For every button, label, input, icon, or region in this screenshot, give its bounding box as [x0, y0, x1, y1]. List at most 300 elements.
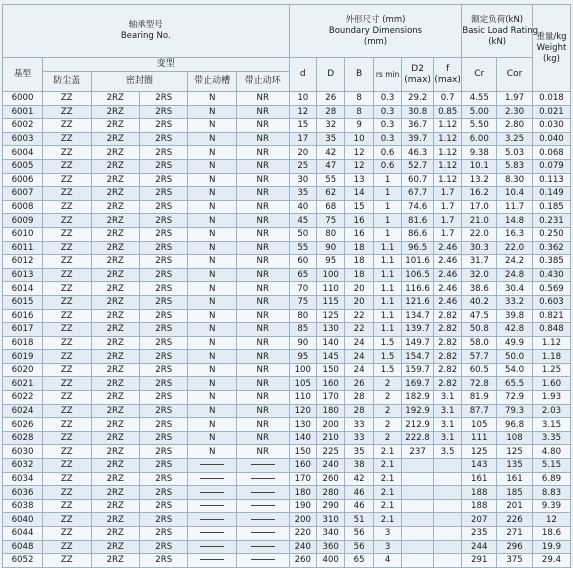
cell-rs: 4 [373, 554, 401, 568]
cell-basic: 6032 [3, 459, 43, 473]
table-row [3, 377, 571, 391]
cell-basic: 6013 [3, 268, 43, 282]
cell-weight: 0.250 [532, 227, 570, 241]
cell-snap-ring: NR [236, 241, 289, 255]
cell-rs: 1 [373, 200, 401, 214]
designation-header [3, 5, 290, 58]
cell-2rs: 2RS [139, 363, 187, 377]
cell-dustproof: ZZ [43, 105, 91, 119]
cell-B: 33 [345, 431, 373, 445]
col-D2-label: D2 [411, 63, 424, 74]
cell-basic: 6036 [3, 486, 43, 500]
table-row [3, 282, 571, 296]
cell-2rz: 2RZ [91, 459, 139, 473]
cell-2rs: 2RS [139, 486, 187, 500]
cell-snap-ring [236, 486, 289, 500]
cell-2rs: 2RS [139, 404, 187, 418]
cell-dustproof: ZZ [43, 404, 91, 418]
cell-2rz: 2RZ [91, 159, 139, 173]
cell-D: 110 [316, 282, 344, 296]
cell-snap-ring: NR [236, 227, 289, 241]
cell-2rs: 2RS [139, 119, 187, 133]
col-rs-header: rs min [373, 58, 401, 92]
cell-weight: 2.03 [532, 404, 570, 418]
cell-snap-ring: NR [236, 445, 289, 459]
cell-snap-groove [188, 459, 236, 473]
cell-Cr: 5.00 [462, 105, 497, 119]
cell-dustproof: ZZ [43, 173, 91, 187]
cell-Cor: 22.0 [497, 241, 533, 255]
cell-snap-ring: NR [236, 309, 289, 323]
cell-D2: 101.6 [402, 255, 434, 269]
dimensions-cn: 外形尺寸 (mm) [345, 14, 406, 25]
table-row [3, 268, 571, 282]
table-row [3, 513, 571, 527]
cell-snap-groove: N [188, 282, 236, 296]
cell-weight: 8.83 [532, 486, 570, 500]
cell-f: 1.12 [433, 173, 461, 187]
cell-D: 170 [316, 391, 344, 405]
cell-f: 3.1 [433, 391, 461, 405]
table-body [3, 92, 571, 568]
cell-Cor: 5.83 [497, 159, 533, 173]
cell-d: 200 [289, 513, 316, 527]
cell-rs: 1.1 [373, 241, 401, 255]
cell-rs: 1.1 [373, 268, 401, 282]
cell-f [433, 499, 461, 513]
cell-basic: 6017 [3, 323, 43, 337]
cell-snap-ring: NR [236, 404, 289, 418]
cell-rs: 2 [373, 431, 401, 445]
cell-weight: 1.60 [532, 377, 570, 391]
cell-D: 68 [316, 200, 344, 214]
cell-d: 90 [289, 336, 316, 350]
cell-2rz: 2RZ [91, 391, 139, 405]
table-row [3, 363, 571, 377]
table-row [3, 214, 571, 228]
cell-B: 24 [345, 336, 373, 350]
cell-dustproof: ZZ [43, 92, 91, 106]
cell-f: 1.12 [433, 119, 461, 133]
table-row [3, 159, 571, 173]
cell-weight: 0.021 [532, 105, 570, 119]
cell-Cr: 16.2 [462, 187, 497, 201]
cell-2rz: 2RZ [91, 554, 139, 568]
cell-2rs: 2RS [139, 268, 187, 282]
not-available-dash [200, 519, 224, 520]
cell-D2: 182.9 [402, 391, 434, 405]
cell-Cor: 5.03 [497, 146, 533, 160]
cell-dustproof: ZZ [43, 499, 91, 513]
cell-2rs: 2RS [139, 323, 187, 337]
cell-rs: 0.3 [373, 119, 401, 133]
cell-weight: 12 [532, 513, 570, 527]
cell-basic: 6018 [3, 336, 43, 350]
cell-Cor: 226 [497, 513, 533, 527]
cell-B: 16 [345, 227, 373, 241]
cell-f: 2.82 [433, 363, 461, 377]
table-row [3, 173, 571, 187]
cell-f: 2.82 [433, 323, 461, 337]
not-available-dash [251, 478, 275, 479]
cell-D2: 121.6 [402, 295, 434, 309]
cell-2rz: 2RZ [91, 241, 139, 255]
cell-weight: 0.185 [532, 200, 570, 214]
load-cn: 额定负荷(kN) [471, 14, 524, 25]
cell-2rz: 2RZ [91, 309, 139, 323]
cell-B: 56 [345, 540, 373, 554]
cell-Cr: 244 [462, 540, 497, 554]
cell-f: 1.12 [433, 132, 461, 146]
cell-2rz: 2RZ [91, 146, 139, 160]
cell-Cr: 81.9 [462, 391, 497, 405]
cell-rs: 3 [373, 540, 401, 554]
cell-dustproof: ZZ [43, 527, 91, 541]
cell-d: 40 [289, 200, 316, 214]
not-available-dash [251, 532, 275, 533]
cell-f: 3.1 [433, 404, 461, 418]
cell-f: 2.82 [433, 377, 461, 391]
cell-Cr: 235 [462, 527, 497, 541]
cell-snap-ring [236, 554, 289, 568]
cell-B: 22 [345, 323, 373, 337]
cell-weight: 0.362 [532, 241, 570, 255]
cell-f [433, 472, 461, 486]
cell-basic: 6016 [3, 309, 43, 323]
cell-snap-ring [236, 513, 289, 527]
cell-B: 46 [345, 499, 373, 513]
cell-weight: 0.018 [532, 92, 570, 106]
cell-2rs: 2RS [139, 309, 187, 323]
cell-rs: 1.5 [373, 350, 401, 364]
cell-2rs: 2RS [139, 227, 187, 241]
cell-D2: 39.7 [402, 132, 434, 146]
cell-B: 14 [345, 187, 373, 201]
cell-2rs: 2RS [139, 200, 187, 214]
cell-snap-groove [188, 540, 236, 554]
table-row [3, 187, 571, 201]
cell-dustproof: ZZ [43, 241, 91, 255]
cell-rs: 1.1 [373, 295, 401, 309]
cell-Cor: 54.0 [497, 363, 533, 377]
cell-rs: 1.1 [373, 282, 401, 296]
cell-snap-ring [236, 499, 289, 513]
cell-basic: 6028 [3, 431, 43, 445]
cell-dustproof: ZZ [43, 350, 91, 364]
cell-rs: 2.1 [373, 486, 401, 500]
cell-Cr: 125 [462, 445, 497, 459]
cell-snap-groove: N [188, 391, 236, 405]
not-available-dash [251, 559, 275, 560]
cell-dustproof: ZZ [43, 431, 91, 445]
cell-rs: 2.1 [373, 445, 401, 459]
cell-snap-ring: NR [236, 350, 289, 364]
not-available-dash [200, 559, 224, 560]
cell-snap-ring: NR [236, 323, 289, 337]
cell-D2 [402, 554, 434, 568]
cell-2rs: 2RS [139, 282, 187, 296]
cell-D: 55 [316, 173, 344, 187]
cell-2rs: 2RS [139, 92, 187, 106]
cell-basic: 6044 [3, 527, 43, 541]
cell-snap-groove: N [188, 255, 236, 269]
cell-snap-groove [188, 513, 236, 527]
cell-d: 95 [289, 350, 316, 364]
cell-Cor: 271 [497, 527, 533, 541]
cell-snap-groove: N [188, 431, 236, 445]
cell-f: 3.1 [433, 418, 461, 432]
cell-2rz: 2RZ [91, 295, 139, 309]
cell-Cor: 14.8 [497, 214, 533, 228]
cell-B: 28 [345, 391, 373, 405]
cell-Cr: 207 [462, 513, 497, 527]
cell-dustproof: ZZ [43, 486, 91, 500]
cell-dustproof: ZZ [43, 214, 91, 228]
cell-weight: 5.15 [532, 459, 570, 473]
cell-d: 105 [289, 377, 316, 391]
cell-snap-groove: N [188, 323, 236, 337]
cell-B: 42 [345, 472, 373, 486]
cell-f: 2.46 [433, 295, 461, 309]
designation-cn: 轴承型号 [128, 20, 163, 30]
cell-dustproof: ZZ [43, 418, 91, 432]
cell-f: 2.46 [433, 268, 461, 282]
cell-snap-ring: NR [236, 431, 289, 445]
cell-2rs: 2RS [139, 554, 187, 568]
cell-weight: 4.80 [532, 445, 570, 459]
col-D-header: D [316, 58, 344, 92]
cell-D2: 81.6 [402, 214, 434, 228]
cell-2rs: 2RS [139, 336, 187, 350]
cell-2rs: 2RS [139, 146, 187, 160]
cell-dustproof: ZZ [43, 459, 91, 473]
cell-B: 10 [345, 132, 373, 146]
cell-D: 140 [316, 336, 344, 350]
table-row [3, 336, 571, 350]
cell-basic: 6006 [3, 173, 43, 187]
cell-basic: 6040 [3, 513, 43, 527]
cell-2rz: 2RZ [91, 214, 139, 228]
weight-unit: (kg) [543, 53, 560, 64]
cell-2rs: 2RS [139, 391, 187, 405]
cell-weight: 0.149 [532, 187, 570, 201]
cell-snap-ring: NR [236, 391, 289, 405]
cell-basic: 6021 [3, 377, 43, 391]
sealed-header: 密封圈 [91, 72, 188, 92]
cell-D2: 96.5 [402, 241, 434, 255]
cell-D: 62 [316, 187, 344, 201]
col-Cr-header: Cr [462, 58, 497, 92]
cell-snap-groove: N [188, 377, 236, 391]
col-d-header: d [289, 58, 316, 92]
cell-weight: 0.569 [532, 282, 570, 296]
cell-weight: 1.18 [532, 350, 570, 364]
cell-snap-groove [188, 527, 236, 541]
cell-dustproof: ZZ [43, 445, 91, 459]
cell-f: 1.7 [433, 187, 461, 201]
cell-B: 22 [345, 309, 373, 323]
snap-ring-header: 带止动环 [236, 72, 289, 92]
cell-D: 360 [316, 540, 344, 554]
cell-Cr: 6.00 [462, 132, 497, 146]
cell-2rz: 2RZ [91, 323, 139, 337]
cell-d: 260 [289, 554, 316, 568]
cell-B: 35 [345, 445, 373, 459]
cell-B: 20 [345, 282, 373, 296]
cell-d: 240 [289, 540, 316, 554]
cell-D: 290 [316, 499, 344, 513]
cell-f [433, 459, 461, 473]
cell-weight: 0.430 [532, 268, 570, 282]
cell-f: 1.7 [433, 214, 461, 228]
cell-f: 2.46 [433, 282, 461, 296]
cell-2rs: 2RS [139, 255, 187, 269]
cell-weight: 6.89 [532, 472, 570, 486]
cell-Cor: 296 [497, 540, 533, 554]
cell-Cor: 108 [497, 431, 533, 445]
cell-Cr: 9.38 [462, 146, 497, 160]
cell-D2: 86.6 [402, 227, 434, 241]
cell-basic: 6034 [3, 472, 43, 486]
cell-2rz: 2RZ [91, 227, 139, 241]
cell-2rs: 2RS [139, 241, 187, 255]
cell-B: 65 [345, 554, 373, 568]
cell-Cr: 32.0 [462, 268, 497, 282]
not-available-dash [251, 492, 275, 493]
cell-f: 2.82 [433, 309, 461, 323]
table-row [3, 295, 571, 309]
cell-basic: 6012 [3, 255, 43, 269]
cell-Cor: 30.4 [497, 282, 533, 296]
cell-rs: 1.5 [373, 336, 401, 350]
cell-2rs: 2RS [139, 540, 187, 554]
cell-D2: 169.7 [402, 377, 434, 391]
cell-2rz: 2RZ [91, 255, 139, 269]
table-row [3, 255, 571, 269]
cell-D2: 74.6 [402, 200, 434, 214]
cell-rs: 0.3 [373, 132, 401, 146]
cell-dustproof: ZZ [43, 295, 91, 309]
cell-snap-ring: NR [236, 255, 289, 269]
col-f-label: f [446, 63, 450, 74]
cell-Cr: 72.8 [462, 377, 497, 391]
cell-D2: 67.7 [402, 187, 434, 201]
cell-Cr: 47.5 [462, 309, 497, 323]
table-row [3, 459, 571, 473]
cell-D: 95 [316, 255, 344, 269]
cell-snap-ring: NR [236, 173, 289, 187]
cell-snap-ring: NR [236, 268, 289, 282]
cell-basic: 6003 [3, 132, 43, 146]
cell-weight: 0.030 [532, 119, 570, 133]
not-available-dash [200, 492, 224, 493]
cell-2rz: 2RZ [91, 445, 139, 459]
cell-2rz: 2RZ [91, 418, 139, 432]
cell-snap-groove: N [188, 418, 236, 432]
dimensions-unit: (mm) [363, 36, 388, 47]
cell-2rz: 2RZ [91, 187, 139, 201]
cell-Cr: 50.8 [462, 323, 497, 337]
cell-Cor: 49.9 [497, 336, 533, 350]
cell-2rz: 2RZ [91, 472, 139, 486]
col-D2-sub: (max) [404, 74, 431, 85]
cell-dustproof: ZZ [43, 282, 91, 296]
cell-Cr: 58.0 [462, 336, 497, 350]
cell-2rs: 2RS [139, 513, 187, 527]
cell-basic: 6010 [3, 227, 43, 241]
cell-2rz: 2RZ [91, 132, 139, 146]
cell-2rz: 2RZ [91, 363, 139, 377]
cell-f: 2.46 [433, 241, 461, 255]
cell-d: 130 [289, 418, 316, 432]
cell-rs: 2 [373, 418, 401, 432]
cell-2rz: 2RZ [91, 336, 139, 350]
cell-basic: 6048 [3, 540, 43, 554]
cell-Cr: 10.1 [462, 159, 497, 173]
cell-2rs: 2RS [139, 105, 187, 119]
cell-dustproof: ZZ [43, 159, 91, 173]
cell-dustproof: ZZ [43, 336, 91, 350]
cell-2rz: 2RZ [91, 527, 139, 541]
cell-2rs: 2RS [139, 527, 187, 541]
cell-Cr: 60.5 [462, 363, 497, 377]
cell-snap-ring: NR [236, 200, 289, 214]
cell-rs: 1.5 [373, 363, 401, 377]
cell-2rz: 2RZ [91, 486, 139, 500]
bearing-spec-page [0, 4, 573, 566]
cell-basic: 6005 [3, 159, 43, 173]
cell-D2: 60.7 [402, 173, 434, 187]
cell-snap-ring: NR [236, 363, 289, 377]
cell-d: 35 [289, 187, 316, 201]
weight-header [532, 5, 570, 92]
cell-rs: 1.1 [373, 309, 401, 323]
cell-2rs: 2RS [139, 499, 187, 513]
cell-D: 28 [316, 105, 344, 119]
cell-D: 32 [316, 119, 344, 133]
table-row [3, 527, 571, 541]
not-available-dash [200, 546, 224, 547]
cell-D2: 134.7 [402, 309, 434, 323]
cell-snap-groove [188, 554, 236, 568]
cell-Cr: 13.2 [462, 173, 497, 187]
cell-snap-ring: NR [236, 146, 289, 160]
cell-rs: 1 [373, 227, 401, 241]
col-f-header [433, 58, 461, 92]
cell-d: 220 [289, 527, 316, 541]
cell-Cor: 375 [497, 554, 533, 568]
cell-Cr: 31.7 [462, 255, 497, 269]
cell-dustproof: ZZ [43, 472, 91, 486]
cell-basic: 6007 [3, 187, 43, 201]
cell-D: 42 [316, 146, 344, 160]
cell-Cor: 24.2 [497, 255, 533, 269]
cell-f: 2.82 [433, 350, 461, 364]
cell-D2: 192.9 [402, 404, 434, 418]
cell-D2: 154.7 [402, 350, 434, 364]
cell-D: 240 [316, 459, 344, 473]
cell-2rz: 2RZ [91, 431, 139, 445]
cell-Cr: 40.2 [462, 295, 497, 309]
cell-basic: 6009 [3, 214, 43, 228]
cell-D2: 212.9 [402, 418, 434, 432]
cell-D2 [402, 513, 434, 527]
cell-rs: 1 [373, 173, 401, 187]
bearing-table [2, 4, 571, 568]
cell-basic: 6030 [3, 445, 43, 459]
cell-basic: 6024 [3, 404, 43, 418]
cell-Cor: 185 [497, 486, 533, 500]
